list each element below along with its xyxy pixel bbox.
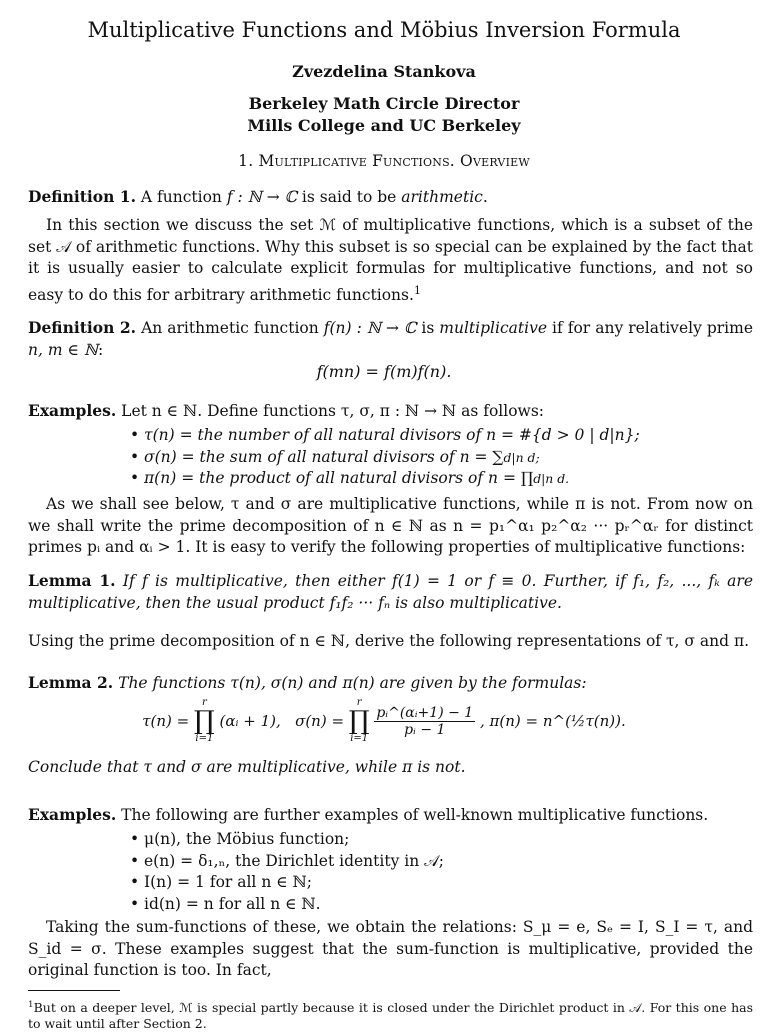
examples-2: Examples. The following are further examples of well-known multiplicative functions.: [28, 805, 709, 824]
footnote-marker: 1: [413, 283, 421, 297]
list-item: • σ(n) = the sum of all natural divisors of n = ∑d|n d;: [130, 447, 640, 469]
derive-paragraph: Using the prime decomposition of n ∈ ℕ, derive the following representations of τ, σ and π.: [28, 632, 750, 650]
author-name: Zvezdelina Stankova: [292, 62, 476, 81]
sigma-fraction: $\frac{\text{pᵢ\textasciicircum{}(αᵢ+1) − 1}}{\text{pᵢ − 1}}$: [376, 704, 474, 738]
footnote-mark: 1: [28, 1000, 34, 1010]
sum-function-paragraph: Taking the sum-functions of these, we obtain the relations: S_μ = e, Sₑ = I, S_I = τ, and S_id = σ. These examples suggest that the sum-function is multiplicative, provided the original function is too. In fact,: [28, 918, 753, 979]
definition-2: Definition 2. An arithmetic function f(n) : ℕ → ℂ is multiplicative if for any relatively prime n, m ∈ ℕ:: [28, 318, 754, 359]
author-affiliation-1: Berkeley Math Circle Director: [248, 94, 520, 113]
paper-title: Multiplicative Functions and Möbius Inversion Formula: [87, 18, 681, 42]
term-multiplicative: multiplicative: [439, 319, 547, 337]
product-symbol: r ∏ i=1: [348, 697, 370, 744]
list-item: • μ(n), the Möbius function;: [130, 829, 444, 851]
section-heading: 1. Multiplicative Functions. Overview: [238, 152, 530, 170]
author-affiliation-2: Mills College and UC Berkeley: [247, 116, 521, 135]
examples-2-label: Examples.: [28, 805, 117, 824]
product-symbol: r ∏ i=1: [194, 697, 215, 744]
bullet-icon: •: [130, 469, 140, 487]
definition-2-label: Definition 2.: [28, 318, 137, 337]
pi-formula: , π(n) = n^(½τ(n)).: [479, 712, 626, 730]
list-item: • id(n) = n for all n ∈ ℕ.: [130, 894, 444, 916]
equation-formulas: [0, 698, 768, 744]
list-item: • π(n) = the product of all natural divisors of n = ∏d|n d.: [130, 468, 640, 490]
definition-1-label: Definition 1.: [28, 187, 136, 206]
definition-1: Definition 1. A function f : ℕ → ℂ is said to be arithmetic.: [28, 187, 488, 206]
tau-lhs: τ(n) =: [142, 712, 190, 730]
lemma-2-label: Lemma 2.: [28, 673, 114, 692]
bullet-icon: •: [130, 894, 140, 913]
lemma-2: Lemma 2. The functions τ(n), σ(n) and π(n) are given by the formulas:: [28, 673, 587, 692]
lemma-1: Lemma 1. If f is multiplicative, then either f(1) = 1 or f ≡ 0. Further, if f₁, f₂, ..., fₖ are multiplicative, then the usual product f₁f₂ ··· fₙ is also multiplicative.: [28, 571, 753, 612]
term-arithmetic: arithmetic: [401, 188, 483, 206]
examples-1-label: Examples.: [28, 401, 117, 420]
examples-2-list: [130, 829, 444, 915]
bullet-icon: •: [130, 447, 140, 466]
list-item: • e(n) = δ₁,ₙ, the Dirichlet identity in 𝒜;: [130, 851, 444, 873]
prime-decomposition-paragraph: As we shall see below, τ and σ are multiplicative functions, while π is not. From now on we shall write the prime decomposition of n ∈ ℕ as n = p₁^α₁ p₂^α₂ ··· pᵣ^αᵣ for distinct primes pᵢ and αᵢ > 1. It is easy to verify the following properties of multiplicative functions:: [28, 495, 753, 556]
bullet-icon: •: [130, 851, 140, 870]
conclusion-statement: Conclude that τ and σ are multiplicative, while π is not.: [28, 758, 466, 776]
equation-multiplicative: f(mn) = f(m)f(n).: [316, 362, 452, 381]
intro-paragraph: In this section we discuss the set ℳ of multiplicative functions, which is a subset of the set 𝒜 of arithmetic functions. Why this subset is so special can be explained by the fact that it is usually easier to calculate explicit formulas for multiplicative functions, and not so easy to do this for arbitrary arithmetic functions.$^1$: [28, 216, 753, 304]
sigma-lhs: σ(n) =: [295, 712, 345, 730]
tau-rhs: (αᵢ + 1),: [219, 712, 281, 730]
lemma-1-label: Lemma 1.: [28, 571, 116, 590]
bullet-icon: •: [130, 873, 140, 891]
footnote-rule: [28, 990, 120, 991]
bullet-icon: •: [130, 426, 140, 444]
examples-1-list: [130, 425, 640, 490]
list-item: • τ(n) = the number of all natural divisors of n = #{d > 0 | d|n};: [130, 425, 640, 447]
list-item: • I(n) = 1 for all n ∈ ℕ;: [130, 872, 444, 894]
examples-1: Examples. Let n ∈ ℕ. Define functions τ, σ, π : ℕ → ℕ as follows:: [28, 401, 544, 420]
bullet-icon: •: [130, 830, 140, 848]
footnote: $^1$But on a deeper level, ℳ is special partly because it is closed under the Dirichlet product in 𝒜. For this one has to wait until after Section 2.: [28, 1000, 753, 1032]
